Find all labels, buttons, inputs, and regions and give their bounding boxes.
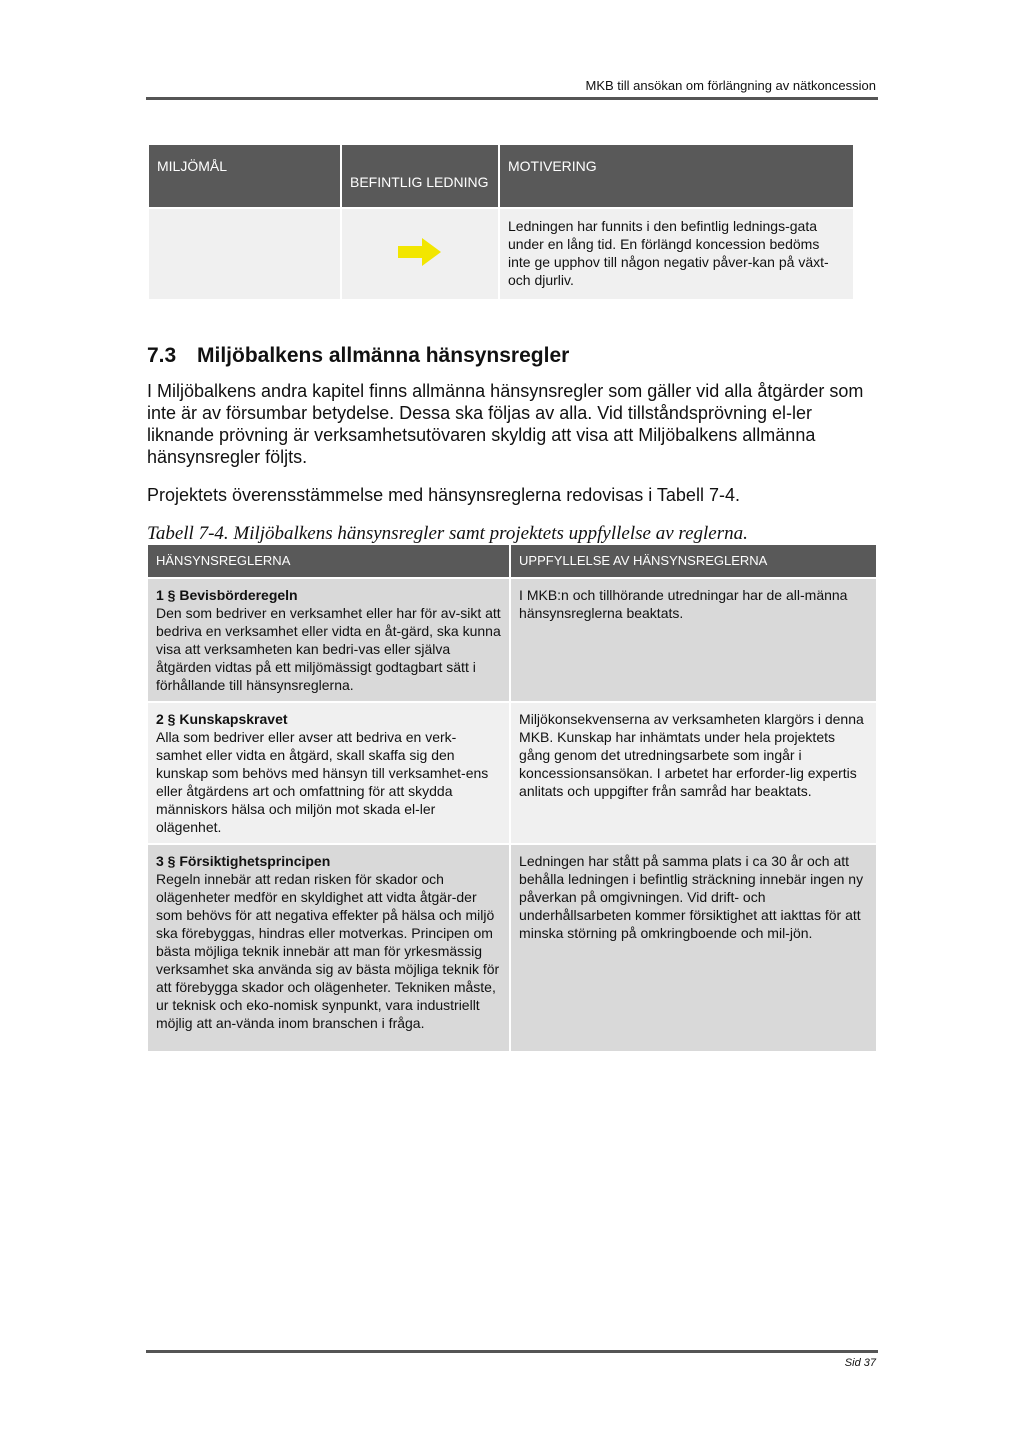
cell-befintlig-ledning <box>342 209 498 299</box>
header-motivering: MOTIVERING <box>500 145 853 207</box>
section-title: Miljöbalkens allmänna hänsynsregler <box>197 344 570 367</box>
rule-text: Alla som bedriver eller avser att bedriva en verk-samhet eller vidta en åtgärd, skall skaffa sig den kunskap som behövs med hänsyn till verksamhet-ens eller åtgärdens art och omfattning för att skydda människors hälsa och miljön mot skada el-ler olägenhet. <box>156 729 489 835</box>
table-row <box>148 703 876 843</box>
consideration-rules-table <box>146 543 878 1053</box>
header-divider <box>146 97 878 100</box>
table-header-row <box>149 145 853 207</box>
header-befintlig-ledning: BEFINTLIG LEDNING <box>342 145 498 207</box>
fulfillment-cell: Miljökonsekvenserna av verksamheten klargörs i denna MKB. Kunskap har inhämtats under hela projektets gång genom det utredningsarbete som ingår i koncessionsansökan. I arbetet har erforder-lig expertis anlitats och uppgifter från samråd har beaktats. <box>511 703 876 843</box>
rule-title: 3 § Försiktighetsprincipen <box>156 853 331 869</box>
arrow-right-icon-shape <box>398 238 441 266</box>
table-row <box>149 209 853 299</box>
header-miljomal: MILJÖMÅL <box>149 145 340 207</box>
rule-cell <box>148 579 509 701</box>
cell-miljomal <box>149 209 340 299</box>
rule-cell <box>148 845 509 1051</box>
section-heading <box>147 344 569 368</box>
header-hansynsreglerna: HÄNSYNSREGLERNA <box>148 545 509 577</box>
rule-title: 1 § Bevisbörderegeln <box>156 587 298 603</box>
environmental-goals-table <box>147 143 855 301</box>
body-paragraph: Projektets överensstämmelse med hänsynsreglerna redovisas i Tabell 7-4. <box>147 485 740 505</box>
fulfillment-cell: I MKB:n och tillhörande utredningar har de all-männa hänsynsreglerna beaktats. <box>511 579 876 701</box>
fulfillment-cell: Ledningen har stått på samma plats i ca 30 år och att behålla ledningen i befintlig sträckning innebär ingen ny påverkan på omgivningen. Vid drift- och underhållsarbeten kommer försiktighet att iakttas för att minska störning på omkringboende och mil-jön. <box>511 845 876 1051</box>
page-number: Sid 37 <box>844 1357 876 1369</box>
table-caption: Tabell 7-4. Miljöbalkens hänsynsregler samt projektets uppfyllelse av reglerna. <box>147 523 748 544</box>
rule-text: Den som bedriver en verksamhet eller har för av-sikt att bedriva en verksamhet eller vidta en åt-gärd, ska kunna visa att verksamheten kan bedri-vas eller själva åtgärden vidtas på ett miljömässigt godtagbart sätt i förhållande till hänsynsreglerna. <box>156 605 501 693</box>
page-header-title: MKB till ansökan om förlängning av nätkoncession <box>585 78 876 93</box>
table-header-row <box>148 545 876 577</box>
rule-text: Regeln innebär att redan risken för skador och olägenheter medför en skyldighet att vidta åtgär-der som behövs för att negativa effekter på hälsa och miljö ska förebyggas, hindras eller motverkas. Principen om bästa möjliga teknik innebär att man för yrkesmässig verksamhet ska använda sig av bästa möjliga teknik för att förebygga skador och olägenheter. Tekniken måste, ur teknisk och eko-nomisk synpunkt, vara industriellt möjlig att an-vända inom branschen i fråga. <box>156 871 500 1031</box>
table-row <box>148 845 876 1051</box>
footer-divider <box>146 1350 878 1353</box>
cell-motivering: Ledningen har funnits i den befintlig lednings-gata under en lång tid. En förlängd koncession bedöms inte ge upphov till någon negativ påver-kan på växt- och djurliv. <box>500 209 853 299</box>
table-row <box>148 579 876 701</box>
arrow-right-icon <box>398 237 442 267</box>
header-uppfyllelse: UPPFYLLELSE AV HÄNSYNSREGLERNA <box>511 545 876 577</box>
rule-cell <box>148 703 509 843</box>
rule-title: 2 § Kunskapskravet <box>156 711 288 727</box>
body-paragraph: I Miljöbalkens andra kapitel finns allmänna hänsynsregler som gäller vid alla åtgärder som inte är av försumbar betydelse. Dessa ska följas av alla. Vid tillståndsprövning el-ler liknande prövning är verksamhetsutövaren skyldig att visa att Miljöbalkens allmänna hänsynsregler följts. <box>147 381 864 467</box>
section-number: 7.3 <box>147 344 177 367</box>
